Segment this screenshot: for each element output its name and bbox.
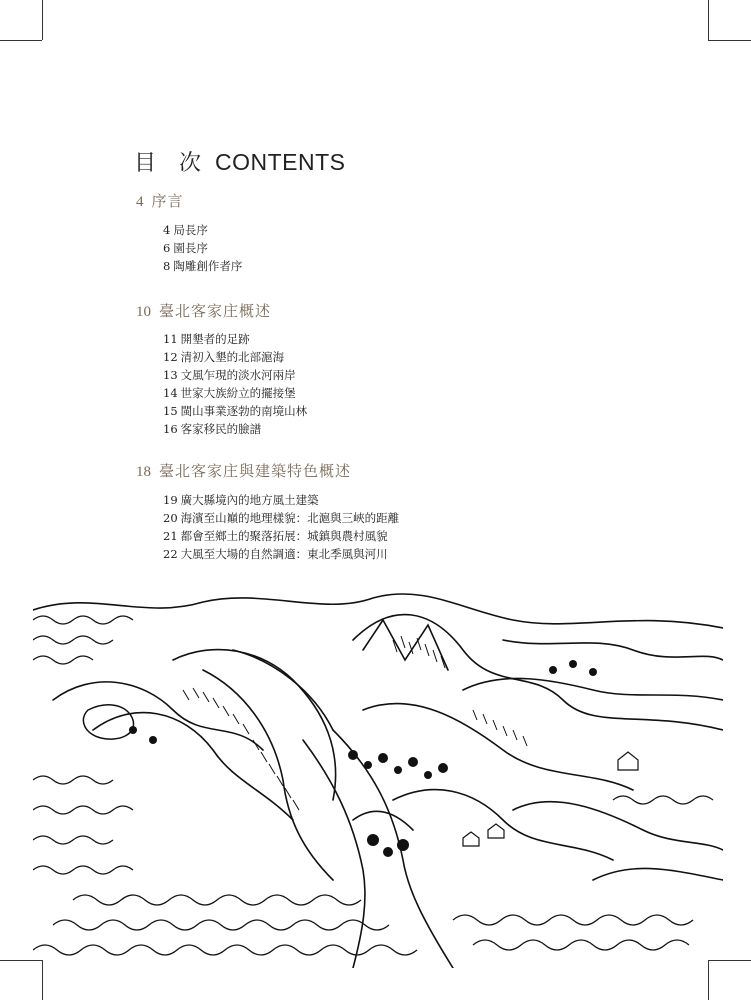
toc-page-number: 21	[163, 529, 178, 543]
toc-page-number: 4	[163, 223, 171, 237]
toc-entry[interactable]	[163, 257, 242, 275]
section-title: 序言	[151, 192, 184, 210]
toc-entry-text: 開墾者的足跡	[180, 332, 250, 346]
toc-entry-text: 閩山事業逐勃的南境山林	[180, 404, 308, 418]
toc-page-number: 20	[163, 511, 178, 525]
toc-page-number: 22	[163, 547, 178, 561]
toc-page-number: 8	[163, 259, 171, 273]
section-item-list	[163, 221, 242, 275]
toc-page-number: 12	[163, 350, 178, 364]
toc-entry-text: 都會至鄉土的聚落拓展：城鎮與農村風貌	[180, 529, 388, 543]
section-page-number: 18	[136, 464, 151, 480]
crop-mark	[0, 40, 42, 41]
toc-entry[interactable]	[163, 545, 399, 563]
section-heading	[136, 190, 184, 211]
toc-entry[interactable]	[163, 221, 242, 239]
toc-entry-text: 文風乍現的淡水河兩岸	[180, 368, 296, 382]
title-chinese: 目 次	[134, 151, 209, 176]
toc-entry[interactable]	[163, 509, 399, 527]
toc-entry[interactable]	[163, 239, 242, 257]
toc-entry-text: 世家大族紛立的擺接堡	[180, 386, 296, 400]
section-item-list	[163, 330, 307, 438]
toc-entry-text: 廣大縣境內的地方風土建築	[180, 493, 319, 507]
section-title: 臺北客家庄概述	[159, 302, 272, 320]
toc-entry-text: 園長序	[173, 241, 208, 255]
toc-entry[interactable]	[163, 366, 307, 384]
toc-page-number: 11	[163, 332, 178, 346]
section-page-number: 10	[136, 304, 151, 320]
toc-page-number: 6	[163, 241, 171, 255]
toc-page-number: 16	[163, 422, 178, 436]
toc-page-number: 14	[163, 386, 178, 400]
toc-entry-text: 陶雕創作者序	[173, 259, 243, 273]
toc-entry-text: 海濱至山巔的地理樣貌：北滬與三峽的距離	[180, 511, 400, 525]
crop-mark	[708, 40, 751, 41]
toc-entry[interactable]	[163, 330, 307, 348]
landscape-map-illustration	[33, 580, 723, 968]
toc-entry[interactable]	[163, 491, 399, 509]
crop-mark	[708, 0, 709, 40]
toc-page-number: 19	[163, 493, 178, 507]
toc-entry-text: 客家移民的臉譜	[180, 422, 262, 436]
toc-entry[interactable]	[163, 402, 307, 420]
toc-entry-text: 清初入墾的北部滬海	[180, 350, 285, 364]
title-english: CONTENTS	[215, 149, 346, 175]
section-heading	[136, 300, 271, 321]
toc-page-number: 13	[163, 368, 178, 382]
section-page-number: 4	[136, 194, 144, 210]
section-item-list	[163, 491, 399, 563]
toc-entry[interactable]	[163, 348, 307, 366]
section-heading	[136, 460, 351, 481]
toc-entry[interactable]	[163, 420, 307, 438]
toc-entry[interactable]	[163, 384, 307, 402]
page-title	[134, 146, 346, 177]
toc-entry-text: 局長序	[173, 223, 208, 237]
section-title: 臺北客家庄與建築特色概述	[159, 462, 352, 480]
toc-page-number: 15	[163, 404, 178, 418]
crop-mark	[42, 0, 43, 40]
toc-entry[interactable]	[163, 527, 399, 545]
toc-entry-text: 大風至大場的自然調適：東北季風與河川	[180, 547, 388, 561]
